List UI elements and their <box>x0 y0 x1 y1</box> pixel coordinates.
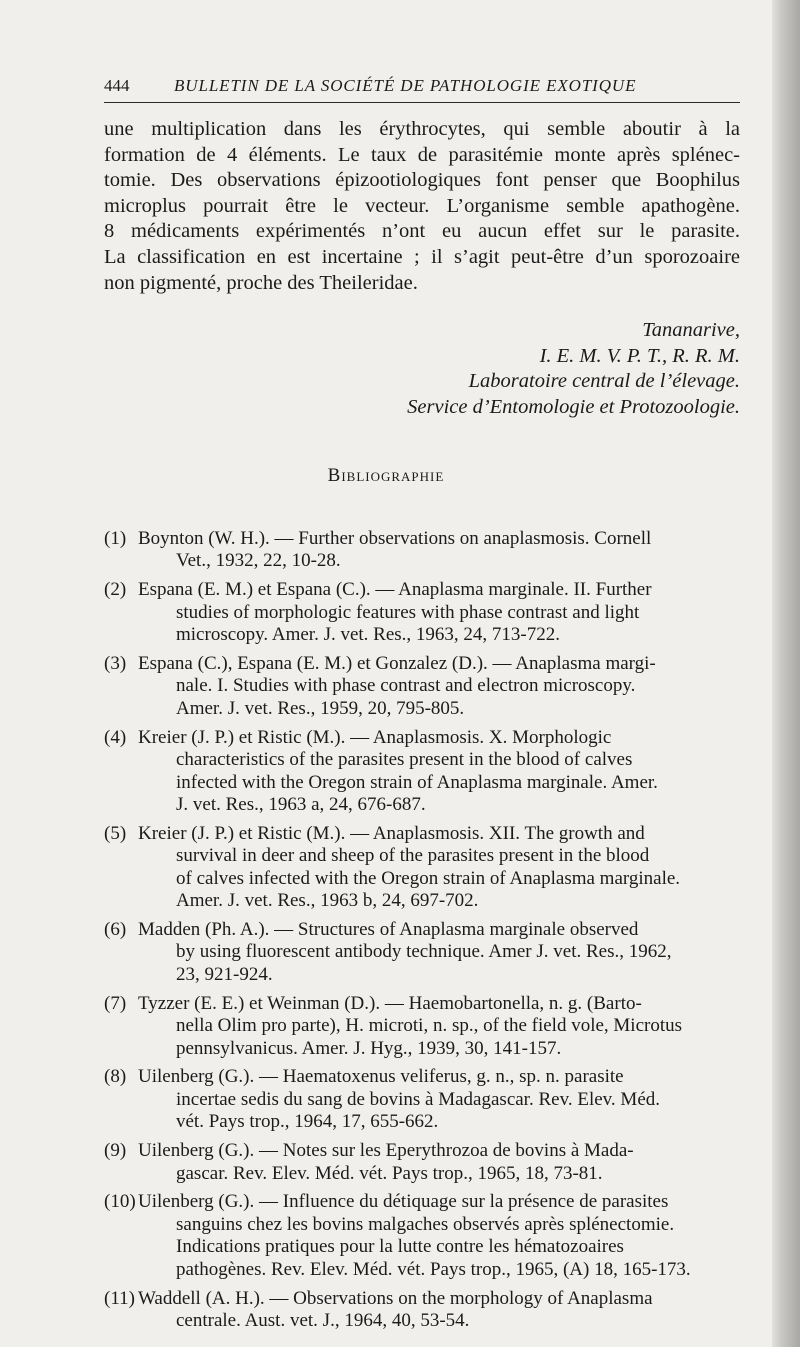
running-title: BULLETIN DE LA SOCIÉTÉ DE PATHOLOGIE EXOTIQUE <box>174 76 637 95</box>
reference-line: Kreier (J. P.) et Ristic (M.). — Anaplasmosis. X. Morphologic <box>138 726 612 748</box>
reference-entry <box>104 993 740 1060</box>
author-signature <box>300 318 740 420</box>
page-number: 444 <box>104 76 130 95</box>
reference-line: of calves infected with the Oregon strain of Anaplasma marginale. <box>176 867 681 889</box>
signature-place: Tananarive, <box>642 319 740 341</box>
reference-line: Boynton (W. H.). — Further observations on anaplasmosis. Cornell <box>138 528 652 549</box>
reference-entry <box>104 1140 740 1185</box>
reference-line: Uilenberg (G.). — Influence du détiquage sur la présence de parasites <box>138 1191 669 1213</box>
reference-line: Amer. J. vet. Res., 1959, 20, 795-805. <box>176 697 465 719</box>
reference-line: Espana (E. M.) et Espana (C.). — Anaplasma marginale. II. Further <box>138 579 652 601</box>
signature-service: Service d’Entomologie et Protozoologie. <box>407 395 740 418</box>
reference-entry <box>104 1191 740 1281</box>
reference-number: (8) <box>104 1066 127 1088</box>
reference-line: nella Olim pro parte), H. microti, n. sp., of the field vole, Microtus <box>176 1015 683 1037</box>
reference-entry <box>104 823 740 913</box>
reference-number: (11) <box>104 1287 135 1309</box>
reference-entry <box>104 1066 740 1133</box>
reference-line: 23, 921-924. <box>176 963 273 985</box>
reference-line: Uilenberg (G.). — Haematoxenus veliferus, g. n., sp. n. parasite <box>138 1066 624 1088</box>
bibliography-list <box>104 528 740 1339</box>
reference-line: Vet., 1932, 22, 10-28. <box>176 550 341 572</box>
reference-line: pennsylvanicus. Amer. J. Hyg., 1939, 30, 141-157. <box>176 1037 562 1059</box>
reference-line: survival in deer and sheep of the parasites present in the blood <box>176 845 650 867</box>
reference-line: Indications pratiques pour la lutte contre les hématozoaires <box>176 1236 624 1258</box>
body-line: une multiplication dans les érythrocytes, qui semble aboutir à la <box>104 118 740 140</box>
reference-entry <box>104 653 740 720</box>
reference-entry <box>104 919 740 986</box>
book-gutter-shadow <box>772 0 800 1347</box>
reference-number: (6) <box>104 919 127 940</box>
reference-number: (1) <box>104 528 127 549</box>
body-line: microplus pourrait être le vecteur. L’organisme semble apathogène. <box>104 194 740 217</box>
reference-line: pathogènes. Rev. Elev. Méd. vét. Pays trop., 1965, (A) 18, 165-173. <box>176 1258 691 1280</box>
body-line: tomie. Des observations épizootiologiques font penser que Boophilus <box>104 169 740 192</box>
reference-line: characteristics of the parasites present in the blood of calves <box>176 749 633 771</box>
reference-number: (2) <box>104 579 127 601</box>
reference-line: Uilenberg (G.). — Notes sur les Eperythrozoa de bovins à Mada- <box>138 1140 634 1162</box>
body-line: La classification en est incertaine ; il s’agit peut-être d’un sporozoaire <box>104 245 740 268</box>
reference-line: infected with the Oregon strain of Anaplasma marginale. Amer. <box>176 771 658 793</box>
reference-line: J. vet. Res., 1963 a, 24, 676-687. <box>176 793 426 815</box>
reference-entry <box>104 528 740 573</box>
reference-line: by using fluorescent antibody technique. Amer J. vet. Res., 1962, <box>176 941 672 963</box>
reference-line: studies of morphologic features with phase contrast and light <box>176 601 640 623</box>
reference-entry <box>104 579 740 646</box>
reference-number: (10) <box>104 1191 136 1213</box>
reference-number: (3) <box>104 653 127 675</box>
running-header <box>104 76 740 103</box>
reference-line: incertae sedis du sang de bovins à Madagascar. Rev. Elev. Méd. <box>176 1088 660 1110</box>
reference-number: (7) <box>104 992 127 1014</box>
reference-line: gascar. Rev. Elev. Méd. vét. Pays trop., 1965, 18, 73-81. <box>176 1162 603 1184</box>
body-paragraph <box>104 117 740 296</box>
reference-line: vét. Pays trop., 1964, 17, 655-662. <box>176 1111 439 1133</box>
reference-number: (5) <box>104 822 127 844</box>
reference-line: Kreier (J. P.) et Ristic (M.). — Anaplasmosis. XII. The growth and <box>138 822 645 844</box>
reference-line: centrale. Aust. vet. J., 1964, 40, 53-54. <box>176 1310 470 1331</box>
reference-line: Espana (C.), Espana (E. M.) et Gonzalez (D.). — Anaplasma margi- <box>138 653 656 675</box>
signature-laboratory: Laboratoire central de l’élevage. <box>468 370 740 393</box>
body-line: non pigmenté, proche des Theileridae. <box>104 271 418 294</box>
bibliography-heading: Bibliographie <box>327 465 445 486</box>
reference-line: Madden (Ph. A.). — Structures of Anaplasma marginale observed <box>138 919 639 940</box>
reference-line: microscopy. Amer. J. vet. Res., 1963, 24, 713-722. <box>176 624 561 646</box>
reference-number: (9) <box>104 1140 127 1162</box>
body-line: 8 médicaments expérimentés n’ont eu aucun effet sur le parasite. <box>104 220 740 243</box>
reference-line: sanguins chez les bovins malgaches observés après splénectomie. <box>176 1213 675 1235</box>
reference-line: Amer. J. vet. Res., 1963 b, 24, 697-702. <box>176 890 479 912</box>
reference-line: nale. I. Studies with phase contrast and electron microscopy. <box>176 675 636 697</box>
reference-number: (4) <box>104 726 127 748</box>
signature-institute: I. E. M. V. P. T., R. R. M. <box>539 344 740 367</box>
reference-line: Tyzzer (E. E.) et Weinman (D.). — Haemobartonella, n. g. (Barto- <box>138 992 642 1014</box>
reference-line: Waddell (A. H.). — Observations on the morphology of Anaplasma <box>138 1287 653 1309</box>
body-line: formation de 4 éléments. Le taux de parasitémie monte après splénec- <box>104 143 740 166</box>
reference-entry <box>104 727 740 817</box>
reference-entry <box>104 1288 740 1333</box>
